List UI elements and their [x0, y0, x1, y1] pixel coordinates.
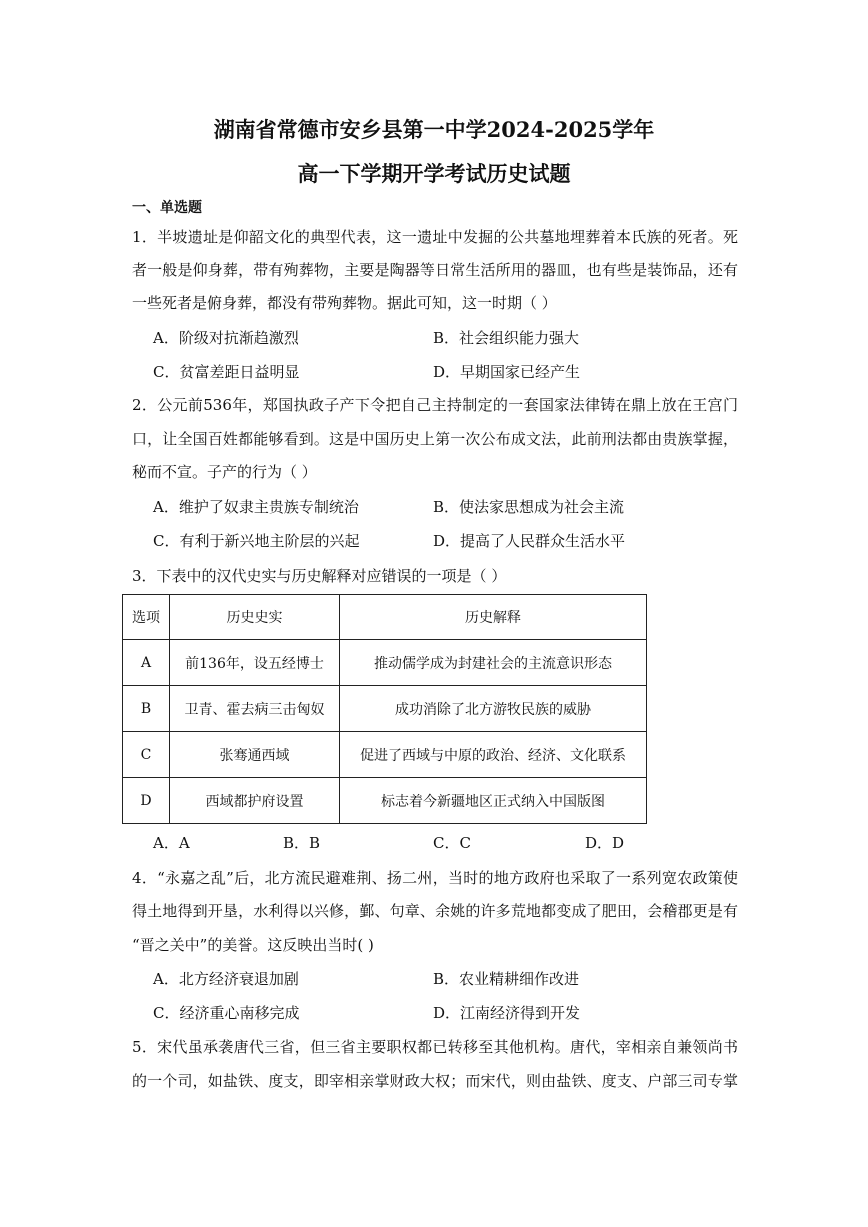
q5-line-1: 5．宋代虽承袭唐代三省，但三省主要职权都已转移至其他机构。唐代，宰相亲自兼领尚书	[132, 1038, 738, 1056]
q1-option-d: D．早期国家已经产生	[433, 363, 581, 381]
table-cell: 促进了西域与中原的政治、经济、文化联系	[340, 732, 647, 778]
q1-option-c: C．贫富差距日益明显	[153, 363, 300, 381]
q1-option-b: B．社会组织能力强大	[433, 329, 580, 347]
q1-option-a: A．阶级对抗渐趋激烈	[153, 329, 299, 347]
q2-option-c: C．有利于新兴地主阶层的兴起	[153, 532, 360, 550]
exam-title-line1: 湖南省常德市安乡县第一中学2024-2025学年	[213, 117, 655, 142]
table-header-row	[123, 595, 647, 640]
q2-line-1: 2．公元前536年，郑国执政子产下令把自己主持制定的一套国家法律铸在鼎上放在王宫门	[132, 396, 738, 414]
q3-option-d: D．D	[585, 834, 625, 852]
q1-line-2: 者一般是仰身葬，带有殉葬物，主要是陶器等日常生活所用的器皿，也有些是装饰品，还有	[132, 261, 738, 279]
q4-line-1: 4．“永嘉之乱”后，北方流民避难荆、扬二州，当时的地方政府也采取了一系列宽农政策使	[132, 869, 738, 887]
table-row	[123, 732, 647, 778]
q3-option-a: A．A	[153, 834, 190, 852]
q4-line-3: “晋之关中”的美誉。这反映出当时( )	[132, 936, 374, 954]
q3-option-c: C．C	[433, 834, 471, 852]
q1-line-3: 一些死者是俯身葬，都没有带殉葬物。据此可知，这一时期（ ）	[132, 294, 557, 312]
section-heading: 一、单选题	[132, 200, 202, 216]
q4-option-a: A．北方经济衰退加剧	[153, 970, 299, 988]
q4-line-2: 得土地得到开垦，水利得以兴修，鄞、句章、余姚的许多荒地都变成了肥田，会稽郡更是有	[132, 902, 738, 920]
q5-line-2: 的一个司，如盐铁、度支，即宰相亲掌财政大权；而宋代，则由盐铁、度支、户部三司专掌	[132, 1072, 738, 1090]
q3-option-b: B．B	[283, 834, 321, 852]
table-cell: 推动儒学成为封建社会的主流意识形态	[340, 640, 647, 686]
table-header-cell: 选项	[123, 595, 170, 640]
q2-option-a: A．维护了奴隶主贵族专制统治	[153, 498, 359, 516]
table-cell: 成功消除了北方游牧民族的威胁	[340, 686, 647, 732]
history-table	[122, 594, 647, 824]
q4-option-d: D．江南经济得到开发	[433, 1004, 581, 1022]
q2-option-d: D．提高了人民群众生活水平	[433, 532, 626, 550]
q2-option-b: B．使法家思想成为社会主流	[433, 498, 625, 516]
table-cell: B	[123, 686, 170, 732]
table-row	[123, 686, 647, 732]
table-header-cell: 历史史实	[170, 595, 340, 640]
table-cell: 前136年，设五经博士	[170, 640, 340, 686]
q4-option-b: B．农业精耕细作改进	[433, 970, 580, 988]
q1-line-1: 1．半坡遗址是仰韶文化的典型代表，这一遗址中发掘的公共墓地埋葬着本氏族的死者。死	[132, 228, 738, 246]
table-cell: C	[123, 732, 170, 778]
q2-line-3: 秘而不宣。子产的行为（ ）	[132, 463, 317, 481]
exam-title-line2: 高一下学期开学考试历史试题	[297, 161, 571, 186]
q4-option-c: C．经济重心南移完成	[153, 1004, 300, 1022]
q2-line-2: 口，让全国百姓都能够看到。这是中国历史上第一次公布成文法，此前刑法都由贵族掌握，	[132, 430, 738, 448]
table-row	[123, 778, 647, 824]
q3-line-1: 3．下表中的汉代史实与历史解释对应错误的一项是（ ）	[132, 567, 507, 585]
table-header-cell: 历史解释	[340, 595, 647, 640]
table-cell: D	[123, 778, 170, 824]
table-cell: 标志着今新疆地区正式纳入中国版图	[340, 778, 647, 824]
table-row	[123, 640, 647, 686]
table-cell: 卫青、霍去病三击匈奴	[170, 686, 340, 732]
table-cell: 西域都护府设置	[170, 778, 340, 824]
table-cell: A	[123, 640, 170, 686]
table-cell: 张骞通西域	[170, 732, 340, 778]
